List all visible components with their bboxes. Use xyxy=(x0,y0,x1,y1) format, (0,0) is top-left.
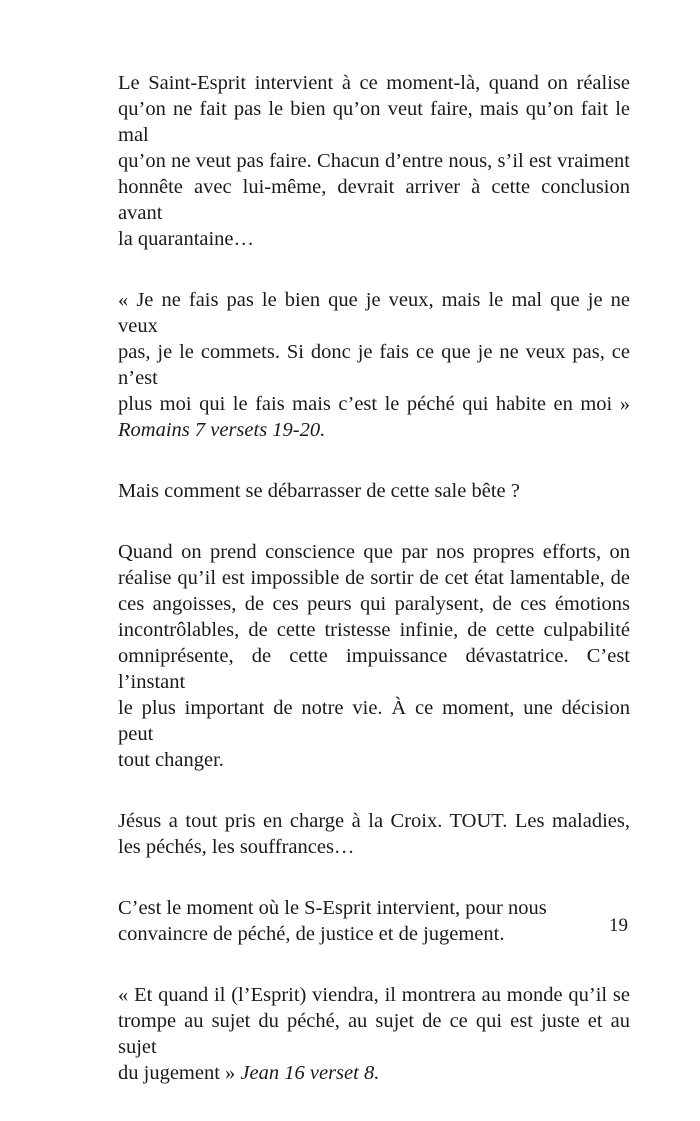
paragraph-5 xyxy=(118,808,630,860)
text-line: incontrôlables, de cette tristesse infinie, de cette culpabilité xyxy=(118,619,630,641)
paragraph-7-quote xyxy=(118,982,630,1086)
text-line: « Je ne fais pas le bien que je veux, mais le mal que je ne veux xyxy=(118,289,630,337)
text-line: honnête avec lui-même, devrait arriver à cette conclusion avant xyxy=(118,176,630,224)
text-line: le plus important de notre vie. À ce moment, une décision peut xyxy=(118,697,630,745)
scripture-reference: Romains 7 versets 19-20. xyxy=(118,419,326,441)
text-line: plus moi qui le fais mais c’est le péché qui habite en moi » xyxy=(118,393,630,415)
text-line: « Et quand il (l’Esprit) viendra, il montrera au monde qu’il se xyxy=(118,984,630,1006)
text-line: ces angoisses, de ces peurs qui paralysent, de ces émotions xyxy=(118,593,630,615)
paragraph-4 xyxy=(118,539,630,773)
text-line: Le Saint-Esprit intervient à ce moment-là, quand on réalise xyxy=(118,72,630,94)
text-line-with-reference xyxy=(118,1060,630,1086)
text-line: réalise qu’il est impossible de sortir de cet état lamentable, de xyxy=(118,567,630,589)
text-line: qu’on ne veut pas faire. Chacun d’entre nous, s’il est vraiment xyxy=(118,150,630,172)
text-line: les péchés, les souffrances… xyxy=(118,836,355,858)
text-line: Jésus a tout pris en charge à la Croix. TOUT. Les maladies, xyxy=(118,810,630,832)
paragraph-1 xyxy=(118,70,630,252)
scripture-reference: Jean 16 verset 8. xyxy=(240,1062,380,1084)
text-line: tout changer. xyxy=(118,749,224,771)
text-line: trompe au sujet du péché, au sujet de ce qui est juste et au sujet xyxy=(118,1010,630,1058)
paragraph-6 xyxy=(118,895,630,947)
text-line: pas, je le commets. Si donc je fais ce que je ne veux pas, ce n’est xyxy=(118,341,630,389)
text-line: Mais comment se débarrasser de cette sale bête ? xyxy=(118,480,520,502)
text-line: omniprésente, de cette impuissance dévastatrice. C’est l’instant xyxy=(118,645,630,693)
paragraph-3 xyxy=(118,478,630,504)
page-number: 19 xyxy=(609,915,628,936)
text-line: qu’on ne fait pas le bien qu’on veut faire, mais qu’on fait le mal xyxy=(118,98,630,146)
text-line: convaincre de péché, de justice et de jugement. xyxy=(118,923,505,945)
text-line: Quand on prend conscience que par nos propres efforts, on xyxy=(118,541,630,563)
page-body xyxy=(118,70,630,1121)
text-line: C’est le moment où le S-Esprit intervient, pour nous xyxy=(118,897,547,919)
text-line: la quarantaine… xyxy=(118,228,255,250)
paragraph-2-quote xyxy=(118,287,630,443)
text-fragment: du jugement » xyxy=(118,1062,241,1084)
